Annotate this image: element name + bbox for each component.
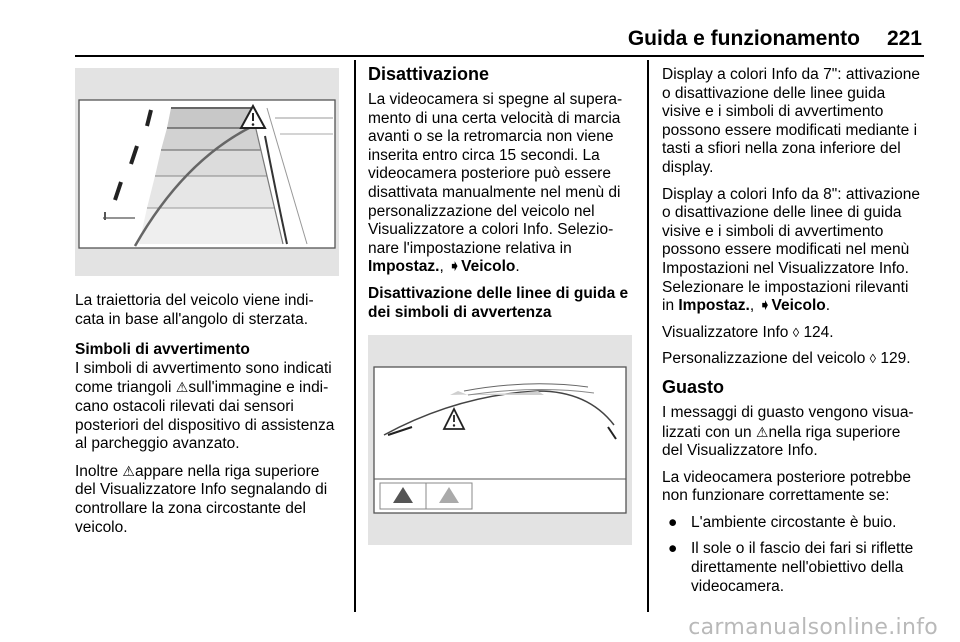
text-line: personalizzazione del veicolo nel <box>368 202 595 220</box>
fault-bullet-list <box>662 514 932 596</box>
text-line: possono essere modificati mediante i <box>662 121 918 139</box>
text-line: videocamera posteriore può essere <box>368 165 611 183</box>
text-line: visive e i simboli di avvertimento <box>662 103 884 121</box>
text-line: disattivata manualmente nel menù di <box>368 183 621 201</box>
menu-separator: , <box>749 297 759 315</box>
menu-separator: , <box>439 258 449 276</box>
p2-line: Inoltre <box>75 462 123 480</box>
text-line: videocamera. <box>691 577 785 595</box>
page-header <box>0 0 960 58</box>
warning-triangle-icon: ⚠ <box>755 423 769 440</box>
warning-symbols-heading: Simboli di avvertimento <box>75 341 250 359</box>
p1-line: al parcheggio avanzato. <box>75 435 240 453</box>
guidelines-toggle-figure <box>368 335 632 545</box>
text-line: direttamente nell'obiettivo della <box>691 559 904 577</box>
p1-line: sull'immagine e indi- <box>188 379 329 397</box>
text-line: La videocamera si spegne al supera- <box>368 91 623 108</box>
camera-fault-line: La videocamera posteriore potrebbe <box>662 468 912 486</box>
column-left <box>75 292 350 545</box>
menu-veicolo[interactable]: Veicolo <box>461 258 516 276</box>
text-line: display. <box>662 158 714 176</box>
p1-line: come triangoli <box>75 379 176 397</box>
caption-line-1: La traiettoria del veicolo viene indi- <box>75 292 314 309</box>
text-line: o disattivazione delle linee guida <box>662 84 886 102</box>
menu-impostaz[interactable]: Impostaz. <box>368 258 440 276</box>
figure-caption <box>75 292 350 329</box>
text-line: tasti a sfiori nella zona inferiore del <box>662 140 901 158</box>
camera-fault-line: non funzionare correttamente se: <box>662 487 890 505</box>
text-line: inserita entro circa 15 secondi. La <box>368 146 600 164</box>
xref-text: Personalizzazione del veicolo <box>662 350 870 368</box>
text-line: nare l'impostazione relativa in <box>368 239 572 257</box>
bullet-icon: ● <box>668 513 678 531</box>
text-line: L'ambiente circostante è buio. <box>691 513 897 531</box>
text-line: possono essere modificati nel menù <box>662 241 910 259</box>
p1-line: posteriori del dispositivo di assistenza <box>75 416 335 434</box>
bullet-item <box>662 540 932 596</box>
p1-line: I simboli di avvertimento sono indicati <box>75 359 332 377</box>
page-ref-icon: ◊ <box>869 351 877 367</box>
fault-line: I messaggi di guasto vengono visua- <box>662 403 914 421</box>
p2-line: del Visualizzatore Info segnalando di <box>75 481 328 499</box>
display-8-paragraph <box>662 186 932 316</box>
column-divider-1 <box>354 60 356 612</box>
fault-paragraph <box>662 404 932 461</box>
text-line: Visualizzatore a colori Info. Selezio- <box>368 221 614 239</box>
fault-line: nella riga superiore <box>768 423 901 441</box>
info-display-paragraph <box>75 462 350 537</box>
page-ref-icon: ◊ <box>792 324 800 340</box>
menu-arrow-icon: ➧ <box>758 297 772 315</box>
text-line: avanti o se la retromarcia non viene <box>368 128 614 146</box>
menu-impostaz[interactable]: Impostaz. <box>678 297 750 315</box>
text-line: Impostazioni nel Visualizzatore Info. <box>662 259 909 277</box>
subheading-line: dei simboli di avvertenza <box>368 303 552 321</box>
watermark: carmanualsonline.info <box>688 615 938 640</box>
column-middle <box>368 64 638 322</box>
deactivation-heading: Disattivazione <box>368 64 490 84</box>
warning-symbols-paragraph <box>75 360 350 454</box>
menu-arrow-icon: ➧ <box>448 258 462 276</box>
xref-text: Visualizzatore Info <box>662 323 793 341</box>
bullet-item <box>662 514 932 533</box>
xref-page[interactable]: 124. <box>803 323 834 341</box>
fault-heading: Guasto <box>662 376 725 397</box>
menu-veicolo[interactable]: Veicolo <box>771 297 826 315</box>
header-rule <box>75 55 924 57</box>
p1-line: cano ostacoli rilevati dai sensori <box>75 397 294 415</box>
text-line: Il sole o il fascio dei fari si riflette <box>691 540 914 558</box>
fault-line: lizzati con un <box>662 423 756 441</box>
text-in: in <box>662 297 679 315</box>
p2-line: veicolo. <box>75 518 128 536</box>
caption-line-2: cata in base all'angolo di sterzata. <box>75 310 309 328</box>
xref-page[interactable]: 129. <box>880 350 911 368</box>
page-number: 221 <box>886 27 922 50</box>
deactivation-paragraph <box>368 91 638 277</box>
text-line: Display a colori Info da 7": attivazione <box>662 66 920 83</box>
column-right <box>662 66 932 604</box>
warning-triangle-icon: ⚠ <box>122 462 135 479</box>
xref-vehicle-personalisation <box>662 350 932 369</box>
text-line: o disattivazione delle linee di guida <box>662 204 902 222</box>
camera-guidelines-figure <box>75 68 339 276</box>
section-title: Guida e funzionamento <box>627 27 860 50</box>
text-line: Display a colori Info da 8": attivazione <box>662 185 920 203</box>
text-line: visive e i simboli di avvertimento <box>662 222 884 240</box>
xref-info-display <box>662 324 932 343</box>
column-divider-2 <box>647 60 649 612</box>
text-line: Selezionare le impostazioni rilevanti <box>662 278 909 296</box>
subheading-line: Disattivazione delle linee di guida e <box>368 284 629 302</box>
p2-line: controllare la zona circostante del <box>75 499 306 517</box>
warning-triangle-icon: ⚠ <box>175 379 189 396</box>
fault-line: del Visualizzatore Info. <box>662 442 818 460</box>
display-7-paragraph <box>662 66 932 178</box>
bullet-icon: ● <box>668 540 678 558</box>
text-line: mento di una certa velocità di marcia <box>368 109 621 127</box>
camera-fault-paragraph <box>662 469 932 506</box>
p2-line: appare nella riga superiore <box>134 462 320 480</box>
sentence-end: . <box>825 297 831 315</box>
sentence-end: . <box>515 258 520 276</box>
deactivation-subheading <box>368 285 638 322</box>
